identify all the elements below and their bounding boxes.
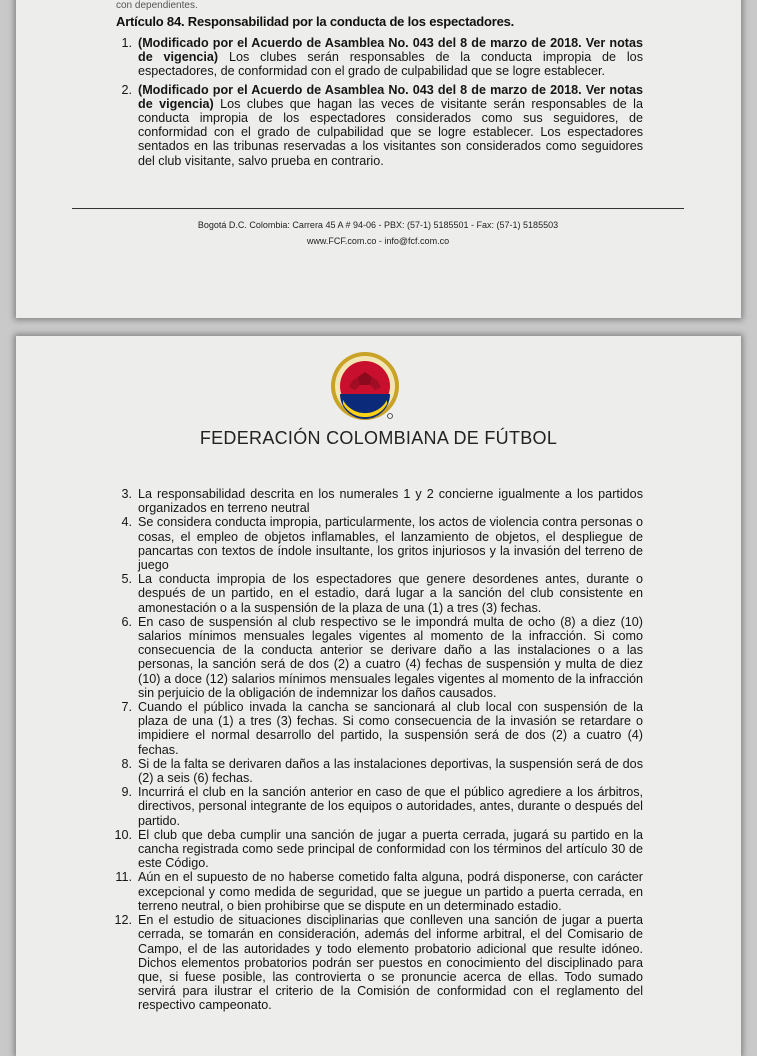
item-text: En el estudio de situaciones disciplinarias que conlleven una sanción de jugar a puerta cerrada, se tomarán en consideración, además del informe arbitral, el del Comisario de Campo, el de las autoridades y todo elemento probatorio adicional que resulte idóneo. Dichos elementos probatorios podrán ser puestos en conocimiento del disciplinado para que, si fuese posible, las controvierta o se pronuncie acerca de ellas. Todo sumado servirá para ilustrar el criterio de la Comisión de conformidad con el reglamento del respectivo campeonato.	[138, 913, 643, 1013]
article-title: Artículo 84. Responsabilidad por la conducta de los espectadores.	[116, 14, 515, 29]
item-text: Aún en el supuesto de no haberse cometido falta alguna, podrá disponerse, con carácter excepcional y como medida de seguridad, que se juegue un partido a puerta cerrada, en terreno neutral, o bien prohibirse que se dispute en un determinado estadio.	[138, 870, 643, 913]
item-text: La conducta impropia de los espectadores que genere desordenes antes, durante o después de un partido, en el estadio, dará lugar a la sanción del club consistente en amonestación o a la suspensión de la plaza de una (1) a tres (3) fechas.	[138, 572, 643, 615]
list-item	[121, 515, 643, 573]
item-text: En caso de suspensión al club respectivo se le impondrá multa de ocho (8) a diez (10) salarios mínimos mensuales legales vigentes al momento de la infracción. Si como consecuencia de la conducta anterior se derivare daño a las instalaciones o a las personas, la sanción será de dos (2) a cuatro (4) fechas de suspensión y multa de diez (10) a doce (12) salarios mínimos mensuales legales vigentes al momento de la infracción sin perjuicio de la obligación de indemnizar los daños causados.	[138, 614, 643, 700]
list-item	[121, 756, 643, 786]
item-text: Incurrirá el club en la sanción anterior en caso de que el público agrediere a los árbitros, directivos, personal integrante de los equipos o autoridades, antes, durante o después del partido.	[138, 785, 643, 828]
item-text: Los clubes serán responsables de la conducta impropia de los espectadores, de conformidad con el grado de culpabilidad que se logre establecer.	[138, 50, 643, 79]
list-item	[121, 82, 643, 168]
fcf-crest-icon	[329, 350, 401, 422]
item-number: 8.	[121, 756, 132, 771]
item-number: 11.	[115, 870, 132, 885]
list-item	[121, 487, 643, 516]
footer-divider	[72, 208, 684, 209]
item-number: 5.	[121, 572, 132, 587]
footer-address: Bogotá D.C. Colombia: Carrera 45 A # 94-06 - PBX: (57-1) 5185501 - Fax: (57-1) 5185503	[197, 220, 559, 230]
item-text: Los clubes que hagan las veces de visitante serán responsables de la conducta impropia de los espectadores considerados como sus seguidores, de conformidad con el grado de culpabilidad que se logre establecer. Los espectadores sentados en las tribunas reservadas a los visitantes son considerados como seguidores del club visitante, salvo prueba en contrario.	[138, 96, 643, 168]
list-item	[121, 614, 643, 700]
item-number: 7.	[121, 700, 132, 715]
item-text: Se considera conducta impropia, particularmente, los actos de violencia contra personas o cosas, el empleo de objetos inflamables, el lanzamiento de objetos, el despliegue de pancartas con textos de índole insultante, los gritos injuriosos y la invasión del terreno de juego	[138, 515, 643, 573]
item-number: 12.	[114, 913, 132, 928]
amendment-note: (Modificado por el Acuerdo de Asamblea No. 043 del 8 de marzo de 2018. Ver notas de vigencia)	[138, 36, 643, 65]
list-item	[121, 700, 643, 757]
document-page-2	[16, 336, 741, 1056]
federation-title: FEDERACIÓN COLOMBIANA DE FÚTBOL	[199, 428, 558, 448]
article-paragraph-list	[114, 487, 643, 1013]
list-item	[115, 870, 643, 913]
item-text: La responsabilidad descrita en los numerales 1 y 2 concierne igualmente a los partidos organizados en terreno neutral	[138, 487, 643, 516]
item-number: 4.	[121, 515, 132, 530]
item-number: 2.	[121, 82, 132, 97]
article-paragraph-list	[121, 36, 643, 172]
item-text: Cuando el público invada la cancha se sancionará al club local con suspensión de la plaza de una (1) a tres (3) fechas. Si como consecuencia de la invasión se retardare o impidiere el normal desarrollo del partido, la suspensión será de dos (2) a cuatro (4) fechas.	[138, 700, 643, 757]
list-item	[114, 913, 643, 1013]
item-number: 6.	[121, 614, 132, 629]
footer-contact: www.FCF.com.co - info@fcf.com.co	[306, 236, 450, 246]
list-item	[121, 785, 643, 828]
item-text: Si de la falta se derivaren daños a las instalaciones deportivas, la suspensión será de dos (2) a seis (6) fechas.	[138, 756, 643, 786]
list-item	[114, 827, 643, 871]
item-number: 3.	[121, 487, 132, 501]
list-item	[121, 36, 643, 79]
item-number: 10.	[114, 827, 132, 842]
item-text: El club que deba cumplir una sanción de jugar a puerta cerrada, jugará su partido en la cancha registrada como sede principal de conformidad con los términos del artículo 30 de este Código.	[138, 827, 643, 871]
amendment-note: (Modificado por el Acuerdo de Asamblea No. 043 del 8 de marzo de 2018. Ver notas de vigencia)	[138, 82, 643, 111]
list-item	[121, 572, 643, 615]
document-page-1	[16, 0, 741, 318]
item-number: 9.	[121, 785, 132, 800]
item-number: 1.	[121, 36, 132, 50]
previous-text-fragment: con dependientes.	[116, 0, 198, 11]
